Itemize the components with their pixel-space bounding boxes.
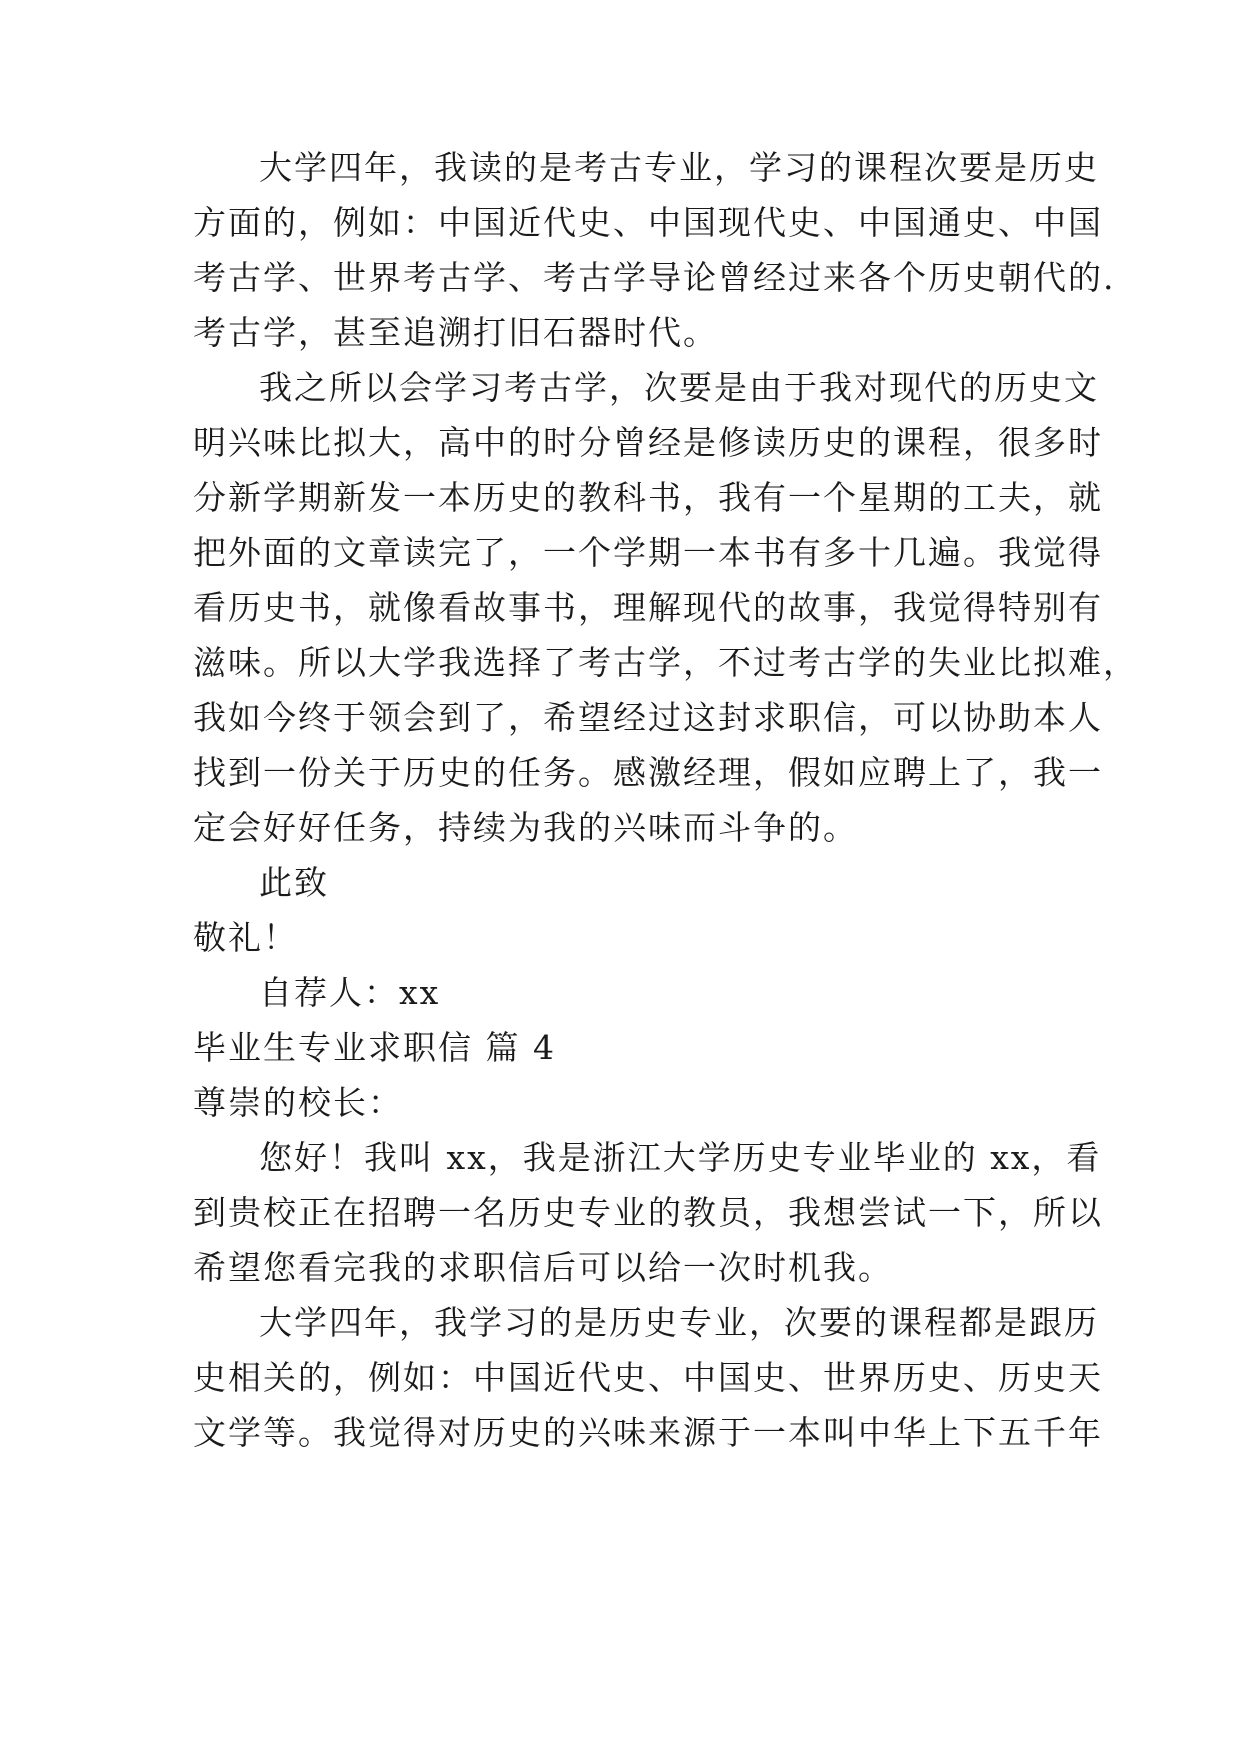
para3-line2: 到贵校正在招聘一名历史专业的教员，我想尝试一下，所以 — [193, 1193, 1103, 1232]
para1-line4: 考古学，甚至追溯打旧石器时代。 — [193, 313, 718, 352]
para1-line3: 考古学、世界考古学、考古学导论曾经过来各个历史朝代的. — [193, 258, 1116, 297]
para2-line4: 把外面的文章读完了，一个学期一本书有多十几遍。我觉得 — [193, 533, 1103, 572]
para2-line5: 看历史书，就像看故事书，理解现代的故事，我觉得特别有 — [193, 588, 1103, 627]
para2-line1: 我之所以会学习考古学，次要是由于我对现代的历史文 — [259, 368, 1099, 407]
para2-line7: 我如今终于领会到了，希望经过这封求职信，可以协助本人 — [193, 698, 1103, 737]
para4-line1: 大学四年，我学习的是历史专业，次要的课程都是跟历 — [259, 1303, 1099, 1342]
section-heading: 毕业生专业求职信 篇 4 — [193, 1028, 556, 1067]
para3-line3: 希望您看完我的求职信后可以给一次时机我。 — [193, 1248, 893, 1287]
closing-jingli: 敬礼！ — [193, 918, 298, 957]
para2-line6: 滋味。所以大学我选择了考古学，不过考古学的失业比拟难， — [193, 643, 1138, 682]
salutation: 尊崇的校长： — [193, 1083, 403, 1122]
signature: 自荐人：xx — [259, 973, 441, 1012]
para2-line3: 分新学期新发一本历史的教科书，我有一个星期的工夫，就 — [193, 478, 1103, 517]
para2-line8: 找到一份关于历史的任务。感激经理，假如应聘上了，我一 — [193, 753, 1103, 792]
closing-cizhi: 此致 — [259, 863, 329, 902]
para2-line2: 明兴味比拟大，高中的时分曾经是修读历史的课程，很多时 — [193, 423, 1103, 462]
para1-line1: 大学四年，我读的是考古专业，学习的课程次要是历史 — [259, 148, 1099, 187]
para4-line3: 文学等。我觉得对历史的兴味来源于一本叫中华上下五千年 — [193, 1413, 1103, 1452]
para3-line1: 您好！我叫 xx，我是浙江大学历史专业毕业的 xx，看 — [259, 1138, 1102, 1177]
para2-line9: 定会好好任务，持续为我的兴味而斗争的。 — [193, 808, 858, 847]
para1-line2: 方面的，例如：中国近代史、中国现代史、中国通史、中国 — [193, 203, 1103, 242]
para4-line2: 史相关的，例如：中国近代史、中国史、世界历史、历史天 — [193, 1358, 1103, 1397]
